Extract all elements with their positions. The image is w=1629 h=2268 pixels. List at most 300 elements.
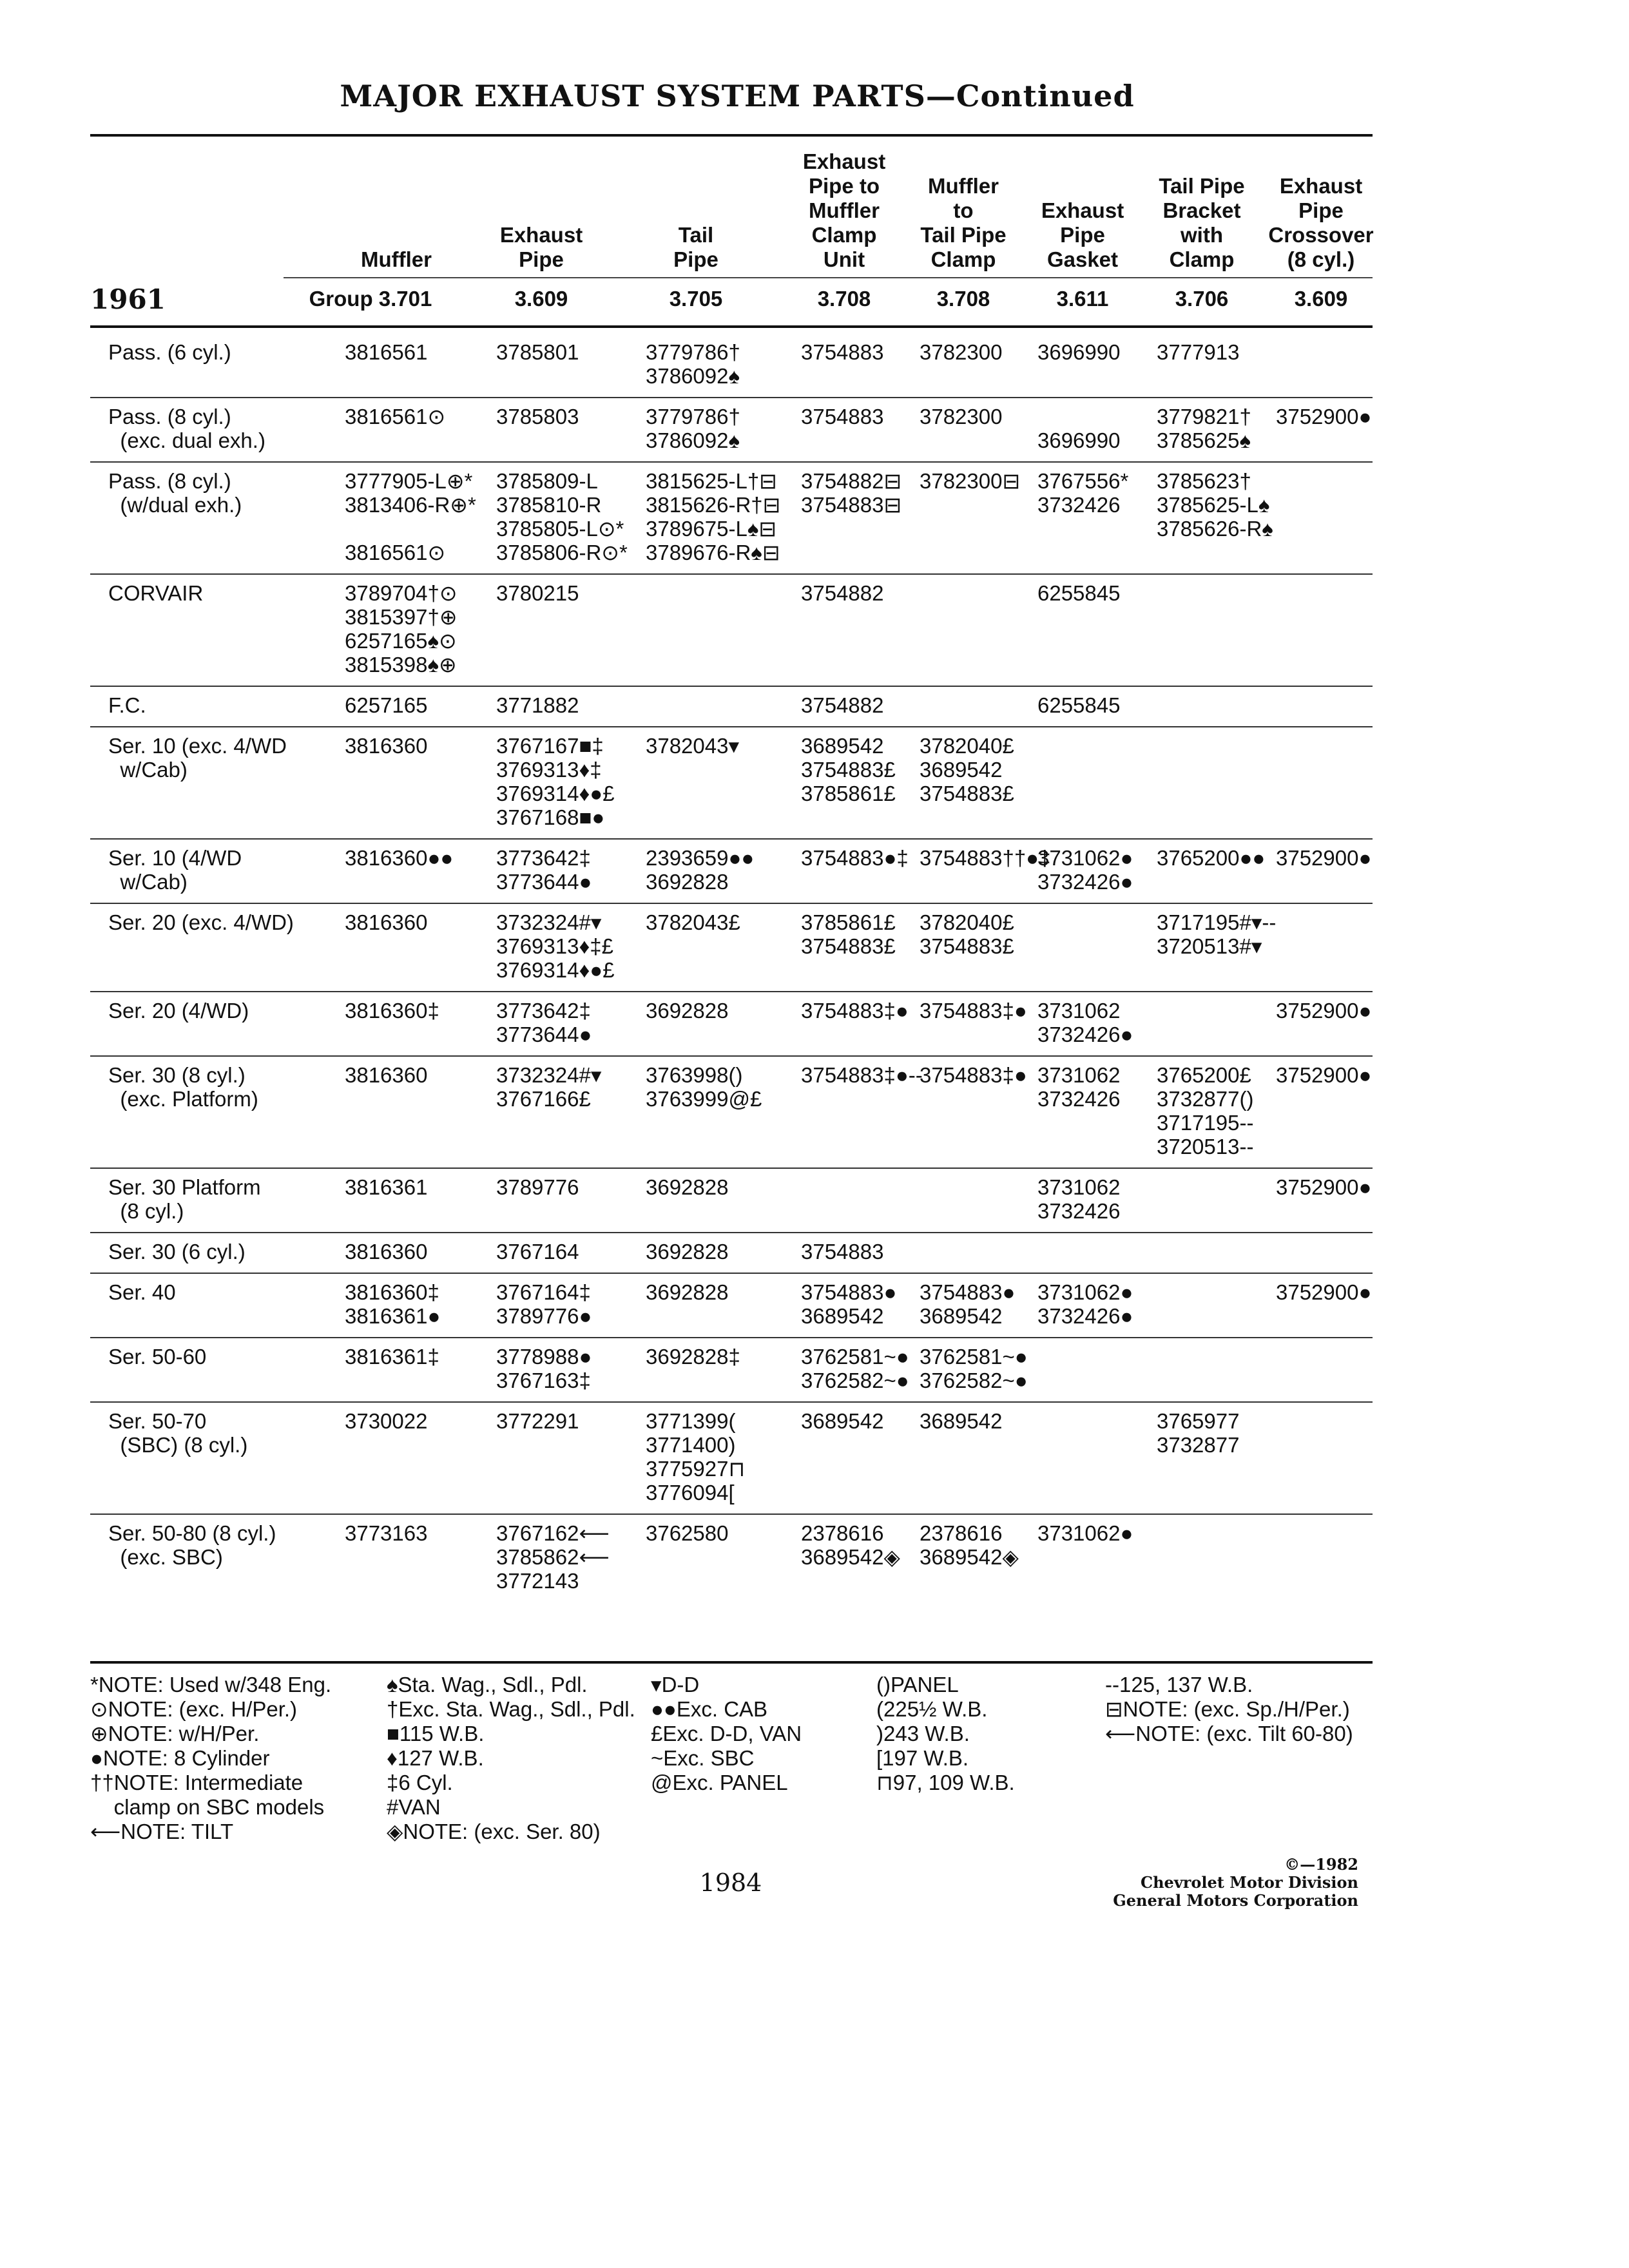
part-number: 3752900● — [1276, 1063, 1372, 1087]
part-number: 3732877 — [1157, 1433, 1240, 1457]
part-cell — [1037, 846, 1133, 894]
note-line: ()PANEL — [876, 1673, 959, 1696]
part-cell — [1157, 469, 1273, 541]
part-cell — [646, 846, 754, 894]
part-number: 3816561⊙ — [345, 405, 446, 428]
part-cell — [345, 1063, 427, 1087]
part-cell — [345, 1345, 439, 1369]
column-header-line: Gasket — [1046, 247, 1119, 271]
part-number: 3816360‡ — [345, 1280, 439, 1304]
model-cell — [108, 469, 242, 517]
part-number: 6257165 — [345, 693, 428, 717]
part-number: 3754883‡● — [801, 999, 909, 1023]
column-header-line: Bracket — [1162, 198, 1241, 222]
part-number: 3782040£ — [920, 910, 1014, 934]
part-number: 3782043▾ — [646, 734, 740, 758]
part-cell — [920, 734, 1014, 805]
column-header-line: Crossover — [1268, 223, 1374, 247]
part-cell — [345, 999, 439, 1023]
part-number: 3754883 — [801, 405, 884, 428]
part-number: 3777905-L⊕* — [345, 469, 473, 493]
part-number: 3775927⊓ — [646, 1457, 746, 1481]
part-number: 3786092♠ — [646, 364, 740, 388]
table-row — [90, 1057, 1373, 1169]
copyright-block — [1113, 1856, 1358, 1910]
notes-col-2 — [387, 1673, 635, 1844]
part-number: 3816360‡ — [345, 999, 439, 1023]
column-header-line: Clamp — [811, 223, 877, 247]
part-number: 3754883● — [920, 1280, 1016, 1304]
column-header-line: Pipe — [673, 247, 718, 271]
notes-col-4 — [876, 1673, 1015, 1795]
part-number: 3785862⟵ — [496, 1545, 610, 1569]
table-row — [90, 904, 1373, 992]
part-number: 3754883††●‡ — [920, 846, 1051, 870]
part-number: 3773163 — [345, 1521, 428, 1545]
column-header-line: Pipe to — [808, 174, 880, 198]
part-cell — [646, 1280, 728, 1304]
column-header-line: Clamp — [930, 247, 996, 271]
column-header-line: Muffler — [809, 198, 880, 222]
group-number-5: 3.708 — [936, 287, 990, 311]
part-number: 3782043£ — [646, 910, 740, 934]
note-line: †Exc. Sta. Wag., Sdl., Pdl. — [387, 1697, 635, 1721]
model-line: Pass. (6 cyl.) — [108, 340, 231, 364]
model-cell — [108, 693, 146, 717]
part-cell — [345, 846, 453, 870]
part-cell — [920, 1345, 1028, 1392]
part-number: 3789675-L♠⊟ — [646, 517, 776, 541]
model-cell — [108, 1345, 206, 1369]
part-cell — [496, 1521, 610, 1593]
part-number: 3732426 — [1037, 493, 1121, 517]
table-row — [90, 575, 1373, 687]
part-number: 3773642‡ — [496, 999, 591, 1023]
model-line: (exc. SBC) — [108, 1545, 223, 1569]
part-number: 3767163‡ — [496, 1369, 591, 1392]
part-number: 3785805-L⊙* — [496, 517, 624, 541]
model-cell — [108, 734, 287, 782]
part-number: 3692828 — [646, 870, 729, 894]
notes-col-1 — [90, 1673, 331, 1844]
part-number: 3754883‡● — [920, 1063, 1027, 1087]
column-header-line: Unit — [823, 247, 865, 271]
model-cell — [108, 581, 203, 605]
part-number: 3816360 — [345, 734, 428, 758]
part-number: 3689542 — [801, 734, 884, 758]
part-cell — [496, 910, 615, 982]
part-cell — [1037, 469, 1128, 517]
model-line: (w/dual exh.) — [108, 493, 242, 517]
part-cell — [801, 1240, 883, 1264]
model-line: Ser. 30 Platform — [108, 1175, 261, 1199]
table-row — [90, 1338, 1373, 1403]
part-number: 3752900● — [1276, 1280, 1372, 1304]
part-cell — [801, 693, 883, 717]
part-number: 3785861£ — [801, 782, 896, 805]
part-number: 3769313♦‡£ — [496, 934, 614, 958]
part-number: 3696990 — [1037, 428, 1121, 452]
model-cell — [108, 1240, 246, 1264]
part-cell — [646, 1409, 745, 1504]
part-number: 3816360 — [345, 910, 428, 934]
part-cell — [801, 469, 901, 517]
part-cell — [646, 1175, 728, 1199]
model-line: Ser. 50-80 (8 cyl.) — [108, 1521, 276, 1545]
part-number: 3779786† — [646, 405, 740, 428]
part-number: 3731062● — [1037, 1280, 1133, 1304]
column-header-line: (8 cyl.) — [1287, 247, 1355, 271]
column-header-1 — [322, 247, 470, 272]
part-number: 3789776 — [496, 1175, 579, 1199]
part-number: 3771399( — [646, 1409, 736, 1433]
part-number: 3786092♠ — [646, 428, 740, 452]
part-cell — [801, 999, 909, 1023]
part-number: 3689542 — [920, 758, 1003, 782]
part-number: 3762581~● — [801, 1345, 909, 1369]
model-line: F.C. — [108, 693, 146, 717]
part-number: 3720513#▾ — [1157, 934, 1262, 958]
part-cell — [801, 1280, 896, 1328]
table-row — [90, 992, 1373, 1057]
part-cell — [646, 469, 780, 564]
part-number: 3785806-R⊙* — [496, 541, 628, 564]
year-label: 1961 — [90, 284, 166, 315]
model-line: Ser. 30 (6 cyl.) — [108, 1240, 246, 1264]
part-cell — [1037, 1521, 1133, 1545]
table-row — [90, 1515, 1373, 1602]
part-cell — [496, 1240, 579, 1264]
part-number: 3776094[ — [646, 1481, 735, 1504]
part-number: 3692828 — [646, 999, 729, 1023]
part-number: 3772143 — [496, 1569, 579, 1593]
part-number: 3767167■‡ — [496, 734, 604, 758]
part-number: 3767168■● — [496, 805, 605, 829]
part-number: 3767164‡ — [496, 1280, 591, 1304]
table-row — [90, 687, 1373, 727]
part-number: 3816361● — [345, 1304, 441, 1328]
table-row — [90, 1274, 1373, 1338]
part-cell — [345, 1240, 427, 1264]
part-cell — [920, 1521, 1019, 1569]
part-cell — [801, 405, 883, 428]
part-number: 3816561⊙ — [345, 541, 446, 564]
note-line: ‡6 Cyl. — [387, 1771, 453, 1794]
note-line: ♠Sta. Wag., Sdl., Pdl. — [387, 1673, 588, 1696]
part-number: 3780215 — [496, 581, 579, 605]
part-cell — [801, 340, 883, 364]
part-number: 3717195-- — [1157, 1111, 1254, 1135]
part-number: 2393659●● — [646, 846, 755, 870]
part-number: 3692828‡ — [646, 1345, 740, 1369]
part-number: 3782040£ — [920, 734, 1014, 758]
part-cell — [1037, 693, 1120, 717]
part-number: 2378616 — [801, 1521, 884, 1545]
part-number: 3731062● — [1037, 846, 1133, 870]
model-line: Ser. 20 (exc. 4/WD) — [108, 910, 294, 934]
column-header-line: Exhaust — [499, 223, 583, 247]
model-cell — [108, 1175, 261, 1223]
part-number: 3752900● — [1276, 1175, 1372, 1199]
part-cell — [1037, 999, 1133, 1046]
model-cell — [108, 340, 231, 364]
part-number: 3754883‡●-- — [801, 1063, 923, 1087]
column-header-line: Pipe — [519, 247, 564, 271]
part-cell — [496, 999, 592, 1046]
part-number: 3782300 — [920, 340, 1003, 364]
note-line: ††NOTE: Intermediate — [90, 1771, 304, 1794]
group-number-6: 3.611 — [1056, 287, 1109, 311]
part-number: 3785801 — [496, 340, 579, 364]
model-cell — [108, 405, 265, 452]
part-cell — [1037, 405, 1120, 452]
part-cell — [801, 910, 896, 958]
part-number: 3754883‡● — [920, 999, 1027, 1023]
part-cell — [345, 1521, 427, 1545]
part-cell — [345, 734, 427, 758]
part-number: 3731062 — [1037, 1175, 1121, 1199]
part-number: 3816360●● — [345, 846, 454, 870]
part-number: 3752900● — [1276, 999, 1372, 1023]
part-cell — [920, 1409, 1002, 1433]
model-cell — [108, 1409, 247, 1457]
model-cell — [108, 910, 294, 934]
model-line: (exc. dual exh.) — [108, 428, 265, 452]
note-line: ▾D-D — [651, 1673, 700, 1696]
part-number: 3816360 — [345, 1240, 428, 1264]
part-number: 3785626-R♠ — [1157, 517, 1273, 541]
part-cell — [1037, 1280, 1133, 1328]
group-number-2: 3.609 — [514, 287, 568, 311]
part-cell — [496, 340, 579, 364]
part-number: 3816361‡ — [345, 1345, 439, 1369]
note-line: )243 W.B. — [876, 1722, 970, 1745]
column-header-line: Tail Pipe — [920, 223, 1007, 247]
part-number: 3689542◈ — [920, 1545, 1019, 1569]
table-row — [90, 398, 1373, 463]
model-cell — [108, 846, 242, 894]
part-cell — [496, 1345, 592, 1392]
part-number: 3815397†⊕ — [345, 605, 458, 629]
part-number: 3789776● — [496, 1304, 592, 1328]
part-cell — [345, 581, 457, 677]
note-line: (225½ W.B. — [876, 1697, 988, 1721]
note-line: ●NOTE: 8 Cylinder — [90, 1746, 270, 1770]
part-number: 3772291 — [496, 1409, 579, 1433]
column-header-line: Tail — [678, 223, 714, 247]
part-cell — [920, 1280, 1015, 1328]
note-line: *NOTE: Used w/348 Eng. — [90, 1673, 332, 1696]
part-cell — [496, 581, 579, 605]
part-cell — [345, 693, 427, 717]
part-number: 3763998() — [646, 1063, 743, 1087]
part-number: 3752900● — [1276, 846, 1372, 870]
part-cell — [1037, 1063, 1120, 1111]
part-number: 3762582~● — [801, 1369, 909, 1392]
part-cell — [801, 1409, 883, 1433]
part-number: 3754883● — [801, 1280, 897, 1304]
note-line: ◈NOTE: (exc. Ser. 80) — [387, 1820, 601, 1843]
part-cell — [1037, 340, 1120, 364]
column-header-line: Muffler — [928, 174, 999, 198]
notes-rule — [90, 1661, 1373, 1664]
part-number: 3754883£ — [920, 782, 1014, 805]
part-number: 3763999@£ — [646, 1087, 762, 1111]
part-cell — [1276, 405, 1371, 428]
model-line: Ser. 30 (8 cyl.) — [108, 1063, 246, 1087]
parts-table — [90, 334, 1373, 1602]
part-number: 3765200£ — [1157, 1063, 1251, 1087]
copyright-line: Chevrolet Motor Division — [1141, 1873, 1358, 1892]
note-line: #VAN — [387, 1795, 441, 1819]
model-line: Ser. 40 — [108, 1280, 176, 1304]
part-cell — [1037, 581, 1120, 605]
part-number: 3754883 — [801, 1240, 884, 1264]
part-cell — [920, 340, 1002, 364]
part-cell — [920, 999, 1027, 1023]
note-line: [197 W.B. — [876, 1746, 969, 1770]
part-number: 3816561 — [345, 340, 428, 364]
part-cell — [345, 910, 427, 934]
part-cell — [345, 1175, 427, 1199]
part-cell — [1157, 846, 1265, 870]
part-cell — [920, 910, 1014, 958]
group-number-4: 3.708 — [817, 287, 871, 311]
page-title: MAJOR EXHAUST SYSTEM PARTS—Continued — [340, 79, 1135, 113]
part-cell — [646, 910, 740, 934]
part-cell — [1157, 340, 1239, 364]
part-number: 3762581~● — [920, 1345, 1028, 1369]
column-header-line: to — [953, 198, 974, 222]
part-number: 3752900● — [1276, 405, 1372, 428]
part-cell — [496, 734, 615, 829]
part-number: 3754882 — [801, 581, 884, 605]
part-number: 3689542 — [920, 1304, 1003, 1328]
part-cell — [345, 1280, 440, 1328]
part-cell — [345, 405, 445, 428]
note-line: ⊟NOTE: (exc. Sp./H/Per.) — [1105, 1697, 1350, 1721]
part-number: 3689542 — [801, 1304, 884, 1328]
part-number: 3717195#▾-- — [1157, 910, 1277, 934]
part-number: 3769314♦●£ — [496, 782, 615, 805]
part-number: 3769313♦‡ — [496, 758, 602, 782]
table-row — [90, 840, 1373, 904]
note-line: ■115 W.B. — [387, 1722, 485, 1745]
part-number: 3762580 — [646, 1521, 729, 1545]
part-number: 3789676-R♠⊟ — [646, 541, 780, 564]
model-line: (8 cyl.) — [108, 1199, 184, 1223]
part-number: 3689542 — [920, 1409, 1003, 1433]
part-number: 3732426● — [1037, 1304, 1133, 1328]
column-header-2 — [467, 223, 615, 272]
part-number: 3692828 — [646, 1280, 729, 1304]
model-line: w/Cab) — [108, 870, 188, 894]
note-line: ⊕NOTE: w/H/Per. — [90, 1722, 260, 1745]
note-line: clamp on SBC models — [90, 1795, 325, 1819]
part-number: 3754883£ — [801, 934, 896, 958]
part-number: 3732426● — [1037, 870, 1133, 894]
part-cell — [801, 581, 883, 605]
note-line: @Exc. PANEL — [651, 1771, 788, 1794]
model-line: CORVAIR — [108, 581, 204, 605]
part-cell — [646, 405, 740, 452]
part-number: 3771400) — [646, 1433, 736, 1457]
part-number: 3773644● — [496, 870, 592, 894]
model-line: w/Cab) — [108, 758, 188, 782]
group-number-1: Group 3.701 — [309, 287, 432, 311]
column-header-line: Pipe — [1060, 223, 1105, 247]
part-number: 3762582~● — [920, 1369, 1028, 1392]
part-number: 3732877() — [1157, 1087, 1254, 1111]
part-number: 3785623† — [1157, 469, 1251, 493]
part-number — [1037, 405, 1120, 428]
part-number: 3731062 — [1037, 999, 1121, 1023]
part-number — [345, 517, 476, 541]
part-number: 3689542◈ — [801, 1545, 900, 1569]
part-cell — [920, 1063, 1027, 1087]
column-header-line: Exhaust — [1041, 198, 1124, 222]
note-line: ⊙NOTE: (exc. H/Per.) — [90, 1697, 298, 1721]
part-number: 3732324#▾ — [496, 1063, 602, 1087]
part-number: 3765200●● — [1157, 846, 1266, 870]
part-number: 3816360 — [345, 1063, 428, 1087]
part-cell — [1037, 1175, 1120, 1223]
part-number: 3773644● — [496, 1023, 592, 1046]
part-number: 3767556* — [1037, 469, 1129, 493]
note-line: ●●Exc. CAB — [651, 1697, 768, 1721]
part-cell — [496, 405, 579, 428]
model-line: Ser. 20 (4/WD) — [108, 999, 249, 1023]
model-line: Pass. (8 cyl.) — [108, 405, 231, 428]
part-number: 6257165♠⊙ — [345, 629, 457, 653]
column-header-8 — [1247, 174, 1395, 272]
part-number: 3782300 — [920, 405, 1003, 428]
part-cell — [801, 846, 909, 870]
group-number-7: 3.706 — [1175, 287, 1229, 311]
notes-col-3 — [651, 1673, 802, 1795]
part-cell — [920, 846, 1050, 870]
part-cell — [646, 1521, 728, 1545]
part-number: 3754883 — [801, 340, 884, 364]
note-line: £Exc. D-D, VAN — [651, 1722, 802, 1745]
table-row — [90, 334, 1373, 398]
part-number: 3789704†⊙ — [345, 581, 458, 605]
part-number: 3785861£ — [801, 910, 896, 934]
part-number: 3720513-- — [1157, 1135, 1254, 1158]
header-group-rule — [284, 277, 1373, 278]
model-line: (exc. Platform) — [108, 1087, 258, 1111]
part-number: 3692828 — [646, 1240, 729, 1264]
part-number: 3779786† — [646, 340, 740, 364]
part-cell — [801, 1063, 923, 1087]
part-number: 3767166£ — [496, 1087, 591, 1111]
part-cell — [920, 469, 1020, 493]
part-cell — [496, 1063, 601, 1111]
part-number: 3769314♦●£ — [496, 958, 615, 982]
copyright-line: ©—1982 — [1284, 1855, 1358, 1874]
part-number: 3785803 — [496, 405, 579, 428]
part-cell — [496, 1175, 579, 1199]
table-row — [90, 1403, 1373, 1515]
part-cell — [801, 1345, 909, 1392]
copyright-line: General Motors Corporation — [1113, 1891, 1358, 1910]
column-header-line: Exhaust — [1279, 174, 1363, 198]
part-number: 3732324#▾ — [496, 910, 602, 934]
part-cell — [646, 1345, 740, 1369]
part-number: 3785625-L♠ — [1157, 493, 1270, 517]
column-header-3 — [622, 223, 770, 272]
part-cell — [496, 1409, 579, 1433]
